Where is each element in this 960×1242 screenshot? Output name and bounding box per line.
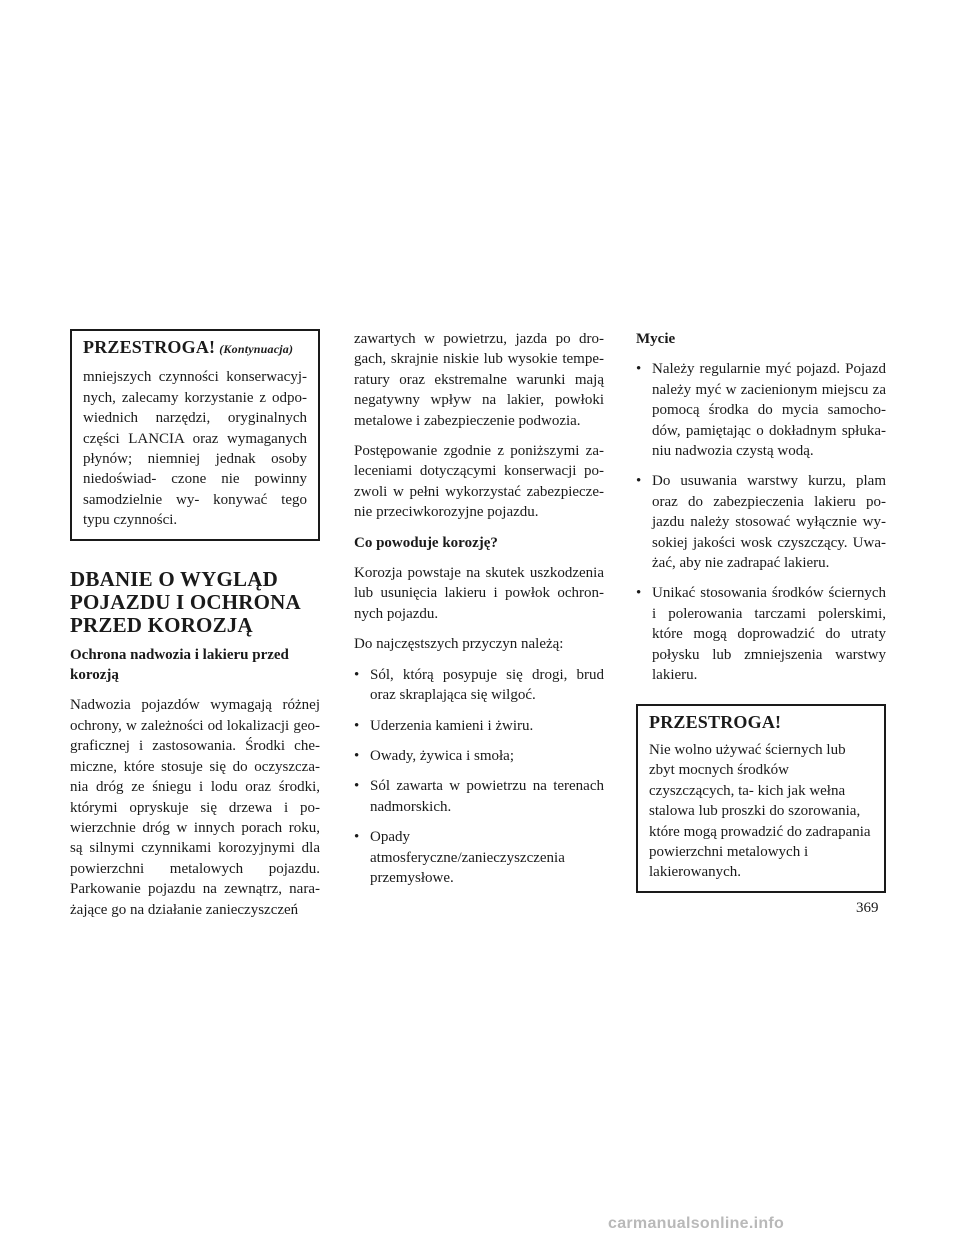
bullet-icon: •	[636, 473, 642, 490]
column-right	[636, 329, 886, 893]
bullet-icon: •	[354, 778, 360, 795]
paragraph: Postępowanie zgodnie z poniższymi za- leceniami dotyczącymi konserwacji po- zwoli w pełni wykorzystać zabezpiecze- nie przeciwkorozyjne pojazdu.	[354, 443, 604, 521]
list-item: • Należy regularnie myć pojazd. Pojazd należy myć w zacienionym miejscu za pomocą środka do mycia samocho- dów, pamiętając o dokładnym spłuka- niu nadwozia czystą wodą.	[636, 361, 886, 460]
paragraph: Nadwozia pojazdów wymagają różnej ochrony, w zależności od lokalizacji geo- graficznej i zastosowania. Środki che- miczne, które stosuje się do oczyszcza- nia dróg ze śniegu i lodu oraz środki, którymi opryskuje się drzewa i po- wierzchnie dróg w innych porach roku, są silnymi czynnikami korozyjnymi dla powierzchni metalowych pojazdu. Parkowanie pojazdu na zewnątrz, nara- żające go na działanie zanieczyszczeń	[70, 697, 320, 918]
list-item: • Sól zawarta w powietrzu na terenach nadmorskich.	[354, 778, 604, 815]
column-middle	[354, 329, 604, 898]
section-title: DBANIE O WYGLĄD POJAZDU I OCHRONA PRZED KOROZJĄ	[70, 566, 300, 637]
subsection-title: Co powoduje korozję?	[354, 534, 498, 551]
subsection-title: Mycie	[636, 331, 676, 347]
warning-text: mniejszych czynności konserwacyj- nych, zalecamy korzystanie z odpo- wiednich narzędzi, oryginalnych części LANCIA oraz wymaganych płynów; niemniej jednak osoby niedoświad- czone nie powinny samodzielnie wy- konywać tego typu czynności.	[83, 369, 307, 529]
list-item: • Opady atmosferyczne/zanieczyszczenia przemysłowe.	[354, 829, 565, 886]
page-number: 369	[856, 900, 879, 916]
list-item: • Unikać stosowania środków ściernych i polerowania tarczami polerskimi, które mogą doprowadzić do utraty połysku lub zmniejszenia warstwy lakieru.	[636, 585, 886, 684]
list-item: • Uderzenia kamieni i żwiru.	[354, 716, 604, 736]
list-item: • Do usuwania warstwy kurzu, plam oraz do zabezpieczenia lakieru po- jazdu należy stosować wyłącznie wy- sokiej jakości wosk czyszczący. Uwa- żać, aby nie zadrapać lakieru.	[636, 473, 886, 572]
bullet-icon: •	[354, 747, 360, 764]
warning-box	[636, 704, 886, 893]
cause-list	[354, 665, 604, 889]
subsection-title: Ochrona nadwozia i lakieru przed korozją	[70, 646, 289, 684]
bullet-icon: •	[354, 829, 360, 846]
bullet-icon: •	[354, 717, 360, 734]
list-item: • Sól, którą posypuje się drogi, brud oraz skraplająca się wilgoć.	[354, 666, 604, 704]
warning-title-text: PRZESTROGA!	[83, 337, 216, 357]
paragraph: Do najczęstszych przyczyn należą:	[354, 636, 564, 653]
warning-continued-label: (Kontynuacja)	[219, 342, 294, 356]
bullet-icon: •	[636, 361, 642, 378]
paragraph: zawartych w powietrzu, jazda po dro- gach, skrajnie niskie lub wysokie tempe- ratury oraz ekstremalne warunki mają negatywny wpływ na lakier, powłoki metalowe i zabezpieczenie podwozia.	[354, 331, 604, 429]
column-left	[70, 329, 320, 930]
bullet-icon: •	[636, 585, 642, 602]
warning-title: PRZESTROGA!	[649, 711, 782, 732]
list-item: • Owady, żywica i smoła;	[354, 746, 604, 766]
warning-box-continued	[70, 329, 320, 541]
warning-title	[83, 337, 307, 359]
warning-text: Nie wolno używać ściernych lub zbyt mocnych środków czyszczących, ta- kich jak wełna stalowa lub proszki do szorowania, które mogą prowadzić do zadrapania powierzchni metalowych i lakierowanych.	[649, 741, 871, 881]
bullet-icon: •	[354, 666, 360, 683]
paragraph: Korozja powstaje na skutek uszkodzenia lub usunięcia lakieru i powłok ochron- nych pojazdu.	[354, 565, 604, 622]
washing-list	[636, 359, 886, 685]
watermark: carmanualsonline.info	[608, 1215, 785, 1232]
